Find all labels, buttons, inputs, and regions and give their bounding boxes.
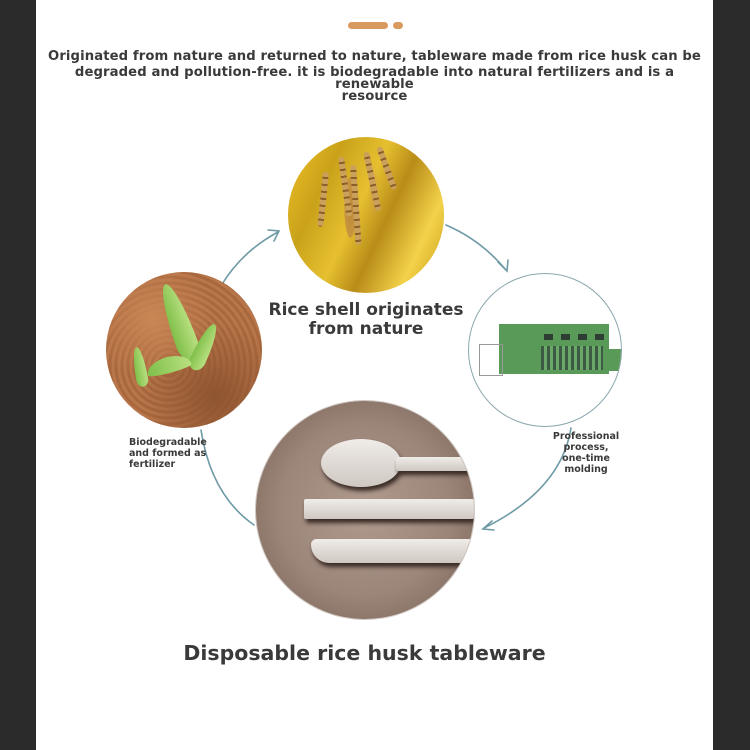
arrow-head bbox=[268, 230, 279, 241]
arrow-rice-to-machine bbox=[446, 225, 506, 270]
arrow-seedling-to-rice bbox=[221, 232, 278, 286]
machine-end bbox=[607, 349, 621, 371]
spoon bbox=[321, 439, 401, 487]
caption-line: one-time bbox=[562, 453, 610, 464]
caption-line: fertilizer bbox=[129, 459, 176, 470]
center-caption bbox=[246, 301, 486, 339]
rice-plant-image bbox=[288, 137, 444, 293]
machine-frame bbox=[479, 344, 503, 376]
knife bbox=[311, 539, 474, 563]
intro-line: degraded and pollution-free. it is biodegradable into natural fertilizers and is a renewable bbox=[74, 65, 675, 92]
caption-line: Rice shell originates bbox=[268, 300, 464, 320]
machine-window bbox=[544, 334, 553, 340]
caption-line: molding bbox=[564, 464, 608, 475]
seedling-caption bbox=[129, 437, 219, 470]
machine-window bbox=[561, 334, 570, 340]
caption-line: and formed as bbox=[129, 448, 207, 459]
caption-line: from nature bbox=[308, 319, 424, 339]
fork bbox=[304, 499, 474, 519]
machine-caption bbox=[541, 431, 631, 475]
machine-panel bbox=[541, 346, 603, 370]
rice-husk-tableware-image bbox=[256, 401, 474, 619]
molding-machine-image bbox=[468, 273, 622, 427]
caption-line: Biodegradable bbox=[129, 437, 207, 448]
leaf bbox=[131, 346, 150, 387]
tableware-caption: Disposable rice husk tableware bbox=[183, 641, 546, 665]
intro-line: Originated from nature and returned to nature, tableware made from rice husk can be bbox=[48, 49, 701, 64]
caption-line: Professional bbox=[552, 431, 620, 442]
machine-window bbox=[595, 334, 604, 340]
seedling-in-soil-image bbox=[106, 272, 262, 428]
product-detail-panel bbox=[36, 0, 713, 750]
spoon-handle bbox=[396, 457, 474, 471]
intro-line: resource bbox=[341, 89, 408, 104]
machine-window bbox=[578, 334, 587, 340]
caption-line: process, bbox=[563, 442, 609, 453]
